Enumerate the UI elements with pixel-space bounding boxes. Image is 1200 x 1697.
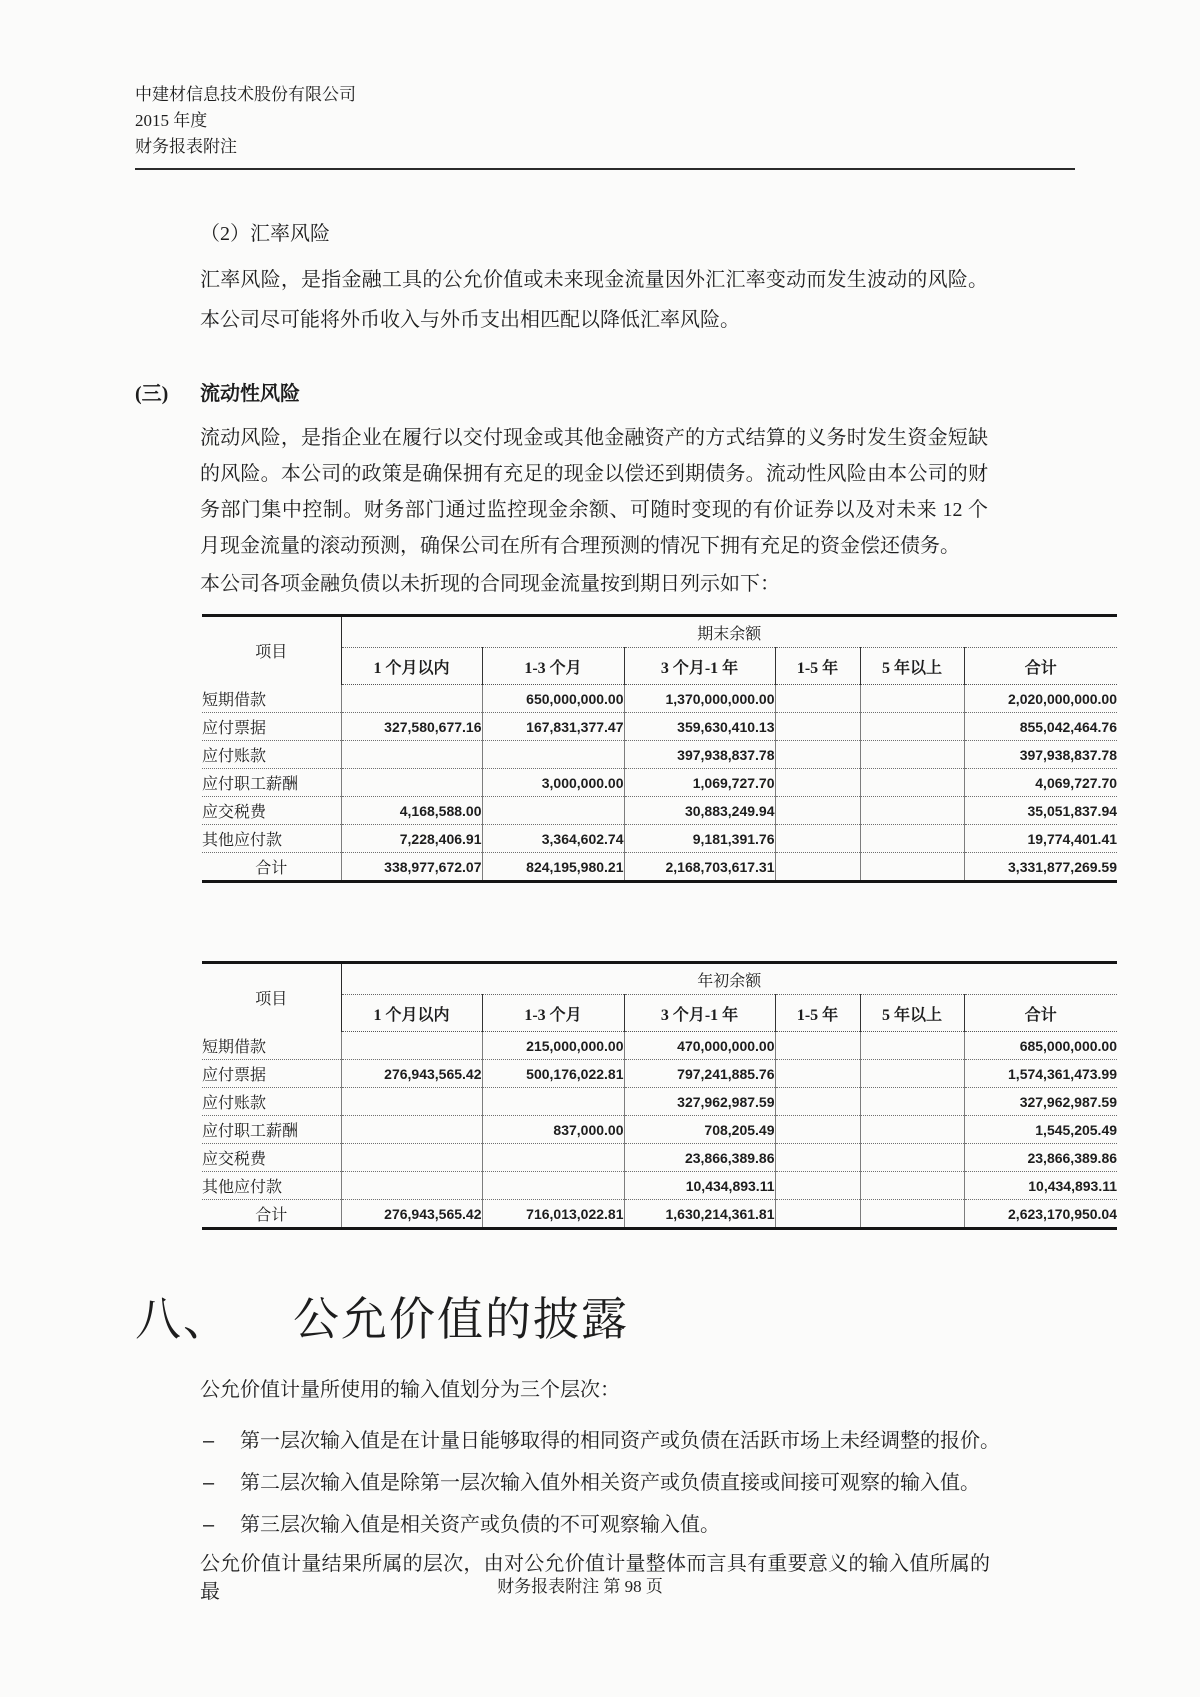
cell-value: 824,195,980.21 [482,853,624,882]
company-name: 中建材信息技术股份有限公司 [135,85,356,104]
cell-value: 30,883,249.94 [624,797,775,825]
row-item-label: 应交税费 [202,797,341,825]
cell-value [860,685,964,713]
cell-value: 215,000,000.00 [482,1032,624,1060]
fair-value-intro: 公允价值计量所使用的输入值划分为三个层次： [200,1379,620,1401]
chapter-number: 八、 [135,1294,231,1345]
liquidity-risk-paragraph: 流动风险，是指企业在履行以交付现金或其他金融资产的方式结算的义务时发生资金短缺的风险。本公司的政策是确保拥有充足的现金以偿还到期债务。流动性风险由本公司的财务部门集中控制。财务部门通过监控现金余额、可随时变现的有价证券以及对未来 12 个月现金流量的滚动预测，确保公司在所有合理预测的情况下拥有充足的资金偿还债务。 [200,427,988,557]
item-column-header: 项目 [202,616,341,685]
dash-marker: – [203,1430,215,1452]
table-header-row [202,963,1117,995]
fx-risk-section [135,220,1200,340]
cell-value: 397,938,837.78 [964,741,1117,769]
page-footer: 财务报表附注 第 98 页 [497,1577,663,1596]
cell-value [341,1144,482,1172]
cell-value [341,1032,482,1060]
cell-value: 2,168,703,617.31 [624,853,775,882]
list-item [203,1462,1200,1504]
cell-value [860,853,964,882]
dash-marker: – [203,1514,215,1536]
cell-value [860,741,964,769]
section-number: (三) [135,383,169,405]
cell-value [341,685,482,713]
cell-value [860,825,964,853]
cell-value [860,1172,964,1200]
table-row [202,769,1117,797]
row-item-label: 应付职工薪酬 [202,1116,341,1144]
cell-value [482,797,624,825]
header-rule [135,168,1075,170]
bullet-text: 第三层次输入值是相关资产或负债的不可观察输入值。 [240,1514,720,1536]
row-item-label: 其他应付款 [202,1172,341,1200]
cell-value: 855,042,464.76 [964,713,1117,741]
cell-value [775,1060,860,1088]
column-header: 合计 [964,995,1117,1032]
item-column-header: 项目 [202,963,341,1032]
cell-value: 716,013,022.81 [482,1200,624,1229]
row-item-label: 短期借款 [202,1032,341,1060]
column-header: 3 个月-1 年 [624,648,775,685]
table-row [202,1172,1117,1200]
cell-value [482,1144,624,1172]
cell-value [775,853,860,882]
section-title: 流动性风险 [200,383,300,405]
cell-value: 23,866,389.86 [624,1144,775,1172]
cell-value: 500,176,022.81 [482,1060,624,1088]
cell-value: 1,545,205.49 [964,1116,1117,1144]
column-header: 1-5 年 [775,995,860,1032]
table-row [202,1060,1117,1088]
cell-value: 797,241,885.76 [624,1060,775,1088]
cell-value [775,769,860,797]
cell-value [775,1032,860,1060]
column-header: 1-3 个月 [482,995,624,1032]
table-row [202,741,1117,769]
cell-value [775,1088,860,1116]
row-item-label: 其他应付款 [202,825,341,853]
cell-value: 23,866,389.86 [964,1144,1117,1172]
cell-value [341,1116,482,1144]
cell-value: 1,370,000,000.00 [624,685,775,713]
cell-value [775,1116,860,1144]
cell-value: 3,331,877,269.59 [964,853,1117,882]
cell-value: 7,228,406.91 [341,825,482,853]
cell-value: 1,574,361,473.99 [964,1060,1117,1088]
column-header: 5 年以上 [860,995,964,1032]
cell-value: 327,580,677.16 [341,713,482,741]
cell-value: 685,000,000.00 [964,1032,1117,1060]
liquidity-risk-section [135,380,1200,1230]
list-item [203,1420,1200,1462]
table-row [202,1088,1117,1116]
cell-value [341,741,482,769]
cell-value [860,1032,964,1060]
cell-value: 10,434,893.11 [624,1172,775,1200]
row-item-label: 合计 [255,860,288,877]
list-item [203,1504,1200,1546]
cell-value: 470,000,000.00 [624,1032,775,1060]
table-intro: 本公司各项金融负债以未折现的合同现金流量按到期日列示如下： [200,573,780,595]
cell-value: 1,630,214,361.81 [624,1200,775,1229]
cell-value: 1,069,727.70 [624,769,775,797]
document-header [135,82,1200,160]
row-item-label: 应付票据 [202,713,341,741]
row-item-label: 短期借款 [202,685,341,713]
column-header: 3 个月-1 年 [624,995,775,1032]
column-header: 1 个月以内 [341,995,482,1032]
cell-value [775,685,860,713]
cell-value [775,825,860,853]
cell-value: 708,205.49 [624,1116,775,1144]
report-year: 2015 年度 [135,111,208,130]
cell-value: 338,977,672.07 [341,853,482,882]
table-row [202,1116,1117,1144]
cell-value: 19,774,401.41 [964,825,1117,853]
cell-value: 327,962,987.59 [624,1088,775,1116]
fx-risk-heading: （2）汇率风险 [200,223,330,245]
cell-value: 35,051,837.94 [964,797,1117,825]
cell-value [341,1172,482,1200]
cell-value: 2,020,000,000.00 [964,685,1117,713]
cell-value [775,1144,860,1172]
table-row [202,1144,1117,1172]
ending-balance-table [202,614,1117,883]
balance-group-header: 年初余额 [341,963,1117,995]
cell-value [775,797,860,825]
cell-value: 2,623,170,950.04 [964,1200,1117,1229]
table-header-row [202,616,1117,648]
cell-value [482,1172,624,1200]
cell-value [482,741,624,769]
column-header: 合计 [964,648,1117,685]
table-row [202,1032,1117,1060]
column-header: 1-5 年 [775,648,860,685]
row-item-label: 应付票据 [202,1060,341,1088]
bullet-text: 第二层次输入值是除第一层次输入值外相关资产或负债直接或间接可观察的输入值。 [240,1472,980,1494]
cell-value [860,1144,964,1172]
column-header: 1-3 个月 [482,648,624,685]
document-title: 财务报表附注 [135,137,237,156]
column-header: 5 年以上 [860,648,964,685]
cell-value: 10,434,893.11 [964,1172,1117,1200]
table-row [202,825,1117,853]
row-item-label: 应付职工薪酬 [202,769,341,797]
table-row [202,1200,1117,1229]
cell-value: 4,069,727.70 [964,769,1117,797]
cell-value: 650,000,000.00 [482,685,624,713]
cell-value [775,1200,860,1229]
chapter-title: 公允价值的披露 [293,1294,629,1345]
cell-value [860,1060,964,1088]
cell-value [860,1200,964,1229]
cell-value: 397,938,837.78 [624,741,775,769]
beginning-balance-table [202,961,1117,1230]
row-item-label: 应付账款 [202,741,341,769]
cell-value [860,1116,964,1144]
cell-value: 837,000.00 [482,1116,624,1144]
cell-value: 3,364,602.74 [482,825,624,853]
fair-value-section [135,1290,1200,1606]
cell-value: 276,943,565.42 [341,1200,482,1229]
cell-value [860,713,964,741]
table-row [202,797,1117,825]
cell-value [775,713,860,741]
cell-value [341,1088,482,1116]
row-item-label: 应付账款 [202,1088,341,1116]
fx-risk-paragraph: 汇率风险，是指金融工具的公允价值或未来现金流量因外汇汇率变动而发生波动的风险。本公司尽可能将外币收入与外币支出相匹配以降低汇率风险。 [200,269,988,331]
cell-value: 4,168,588.00 [341,797,482,825]
balance-group-header: 期末余额 [341,616,1117,648]
level-bullet-list [135,1420,1200,1546]
cell-value: 327,962,987.59 [964,1088,1117,1116]
cell-value [860,797,964,825]
row-item-label: 合计 [255,1207,288,1224]
dash-marker: – [203,1472,215,1494]
cell-value [860,769,964,797]
table-row [202,713,1117,741]
table-row [202,685,1117,713]
bullet-text: 第一层次输入值是在计量日能够取得的相同资产或负债在活跃市场上未经调整的报价。 [240,1430,1000,1452]
cell-value [860,1088,964,1116]
column-header: 1 个月以内 [341,648,482,685]
cell-value: 3,000,000.00 [482,769,624,797]
cell-value: 359,630,410.13 [624,713,775,741]
cell-value [775,741,860,769]
cell-value: 9,181,391.76 [624,825,775,853]
cell-value [775,1172,860,1200]
liquidity-risk-heading [135,380,1200,408]
cell-value [341,769,482,797]
cell-value: 167,831,377.47 [482,713,624,741]
fair-value-heading [135,1290,1200,1350]
cell-value [482,1088,624,1116]
cell-value: 276,943,565.42 [341,1060,482,1088]
table-row [202,853,1117,882]
row-item-label: 应交税费 [202,1144,341,1172]
fair-value-closing-paragraph: 公允价值计量结果所属的层次，由对公允价值计量整体而言具有重要意义的输入值所属的最 [200,1553,990,1603]
